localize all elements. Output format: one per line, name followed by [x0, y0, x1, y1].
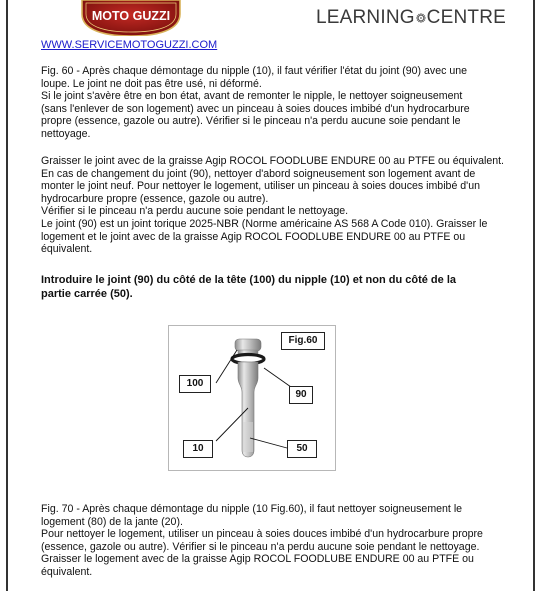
gear-icon: [416, 0, 426, 36]
text-line: Le joint (90) est un joint torique 2025-NBR (Norme américaine AS 568 A Code 010). Graisser le: [41, 217, 488, 230]
figure-label: Fig.60: [281, 332, 325, 350]
text-line: Si le joint s'avère être en bon état, avant de remonter le nipple, le nettoyer soigneusement: [41, 90, 463, 103]
website-link[interactable]: WWW.SERVICEMOTOGUZZI.COM: [41, 39, 218, 51]
paragraph-grease: [41, 155, 511, 256]
moto-guzzi-logo: [80, 0, 182, 36]
text-line: Pour nettoyer le logement, utiliser un pinceau à soies douces imbibé d'un hydrocarbure propre: [41, 528, 483, 541]
text-line: loupe. Le joint ne doit pas être usé, ni déformé.: [41, 77, 262, 90]
text-line: hydrocarbure propre (essence, gazole ou autre).: [41, 192, 269, 205]
text-line: Vérifier si le pinceau n'a perdu aucune soie pendant le nettoyage.: [41, 205, 349, 218]
text-line: (essence, gazole ou autre). Vérifier si le pinceau n'a perdu aucune soie pendant le nettoyage.: [41, 540, 480, 553]
text-line: (sans l'enlever de son logement) avec un pinceau à soies douces imbibé d'un hydrocarbure: [41, 102, 470, 115]
callout-100: 100: [179, 375, 211, 393]
learning-centre-logo: [316, 0, 506, 36]
logo-text: MOTO GUZZI: [91, 9, 171, 23]
page-border-left: [6, 0, 8, 591]
text-line: monter le joint neuf. Pour nettoyer le logement, utiliser un pinceau à soies douces imbibé d'un: [41, 180, 480, 193]
text-line: En cas de changement du joint (90), nettoyer d'abord soigneusement son logement avant de: [41, 167, 476, 180]
text-line: partie carrée (50).: [41, 288, 133, 300]
text-line: propre (essence, gazole ou autre). Vérifier si le pinceau n'a perdu aucune soie pendant le: [41, 115, 461, 128]
page-border-right: [533, 0, 535, 591]
learning-text: LEARNING: [316, 7, 415, 28]
text-line: nettoyage.: [41, 127, 91, 140]
text-line: Graisser le joint avec de la graisse Agip ROCOL FOODLUBE ENDURE 00 au PTFE ou équivalent.: [41, 155, 504, 167]
text-line: équivalent.: [41, 243, 93, 256]
callout-10: 10: [183, 440, 213, 458]
centre-text: CENTRE: [426, 7, 506, 28]
text-line: Introduire le joint (90) du côté de la tête (100) du nipple (10) et non du côté de la: [41, 274, 456, 286]
paragraph-fig60: [41, 65, 511, 141]
callout-90: 90: [289, 386, 313, 404]
bold-instruction: [41, 273, 511, 301]
text-line: Fig. 70 - Après chaque démontage du nipple (10 Fig.60), il faut nettoyer soigneusement le: [41, 503, 463, 515]
text-line: équivalent.: [41, 565, 93, 578]
paragraph-fig70: [41, 503, 511, 579]
text-line: logement et le joint avec de la graisse Agip ROCOL FOODLUBE ENDURE 00 au PTFE ou: [41, 230, 466, 243]
figure-60: [168, 325, 336, 471]
text-line: Graisser le logement avec de la graisse Agip ROCOL FOODLUBE ENDURE 00 au PTFE ou: [41, 553, 474, 566]
text-line: Fig. 60 - Après chaque démontage du nipple (10), il faut vérifier l'état du joint (90) avec une: [41, 65, 468, 77]
text-line: logement (80) de la jante (20).: [41, 515, 183, 528]
callout-50: 50: [287, 440, 317, 458]
